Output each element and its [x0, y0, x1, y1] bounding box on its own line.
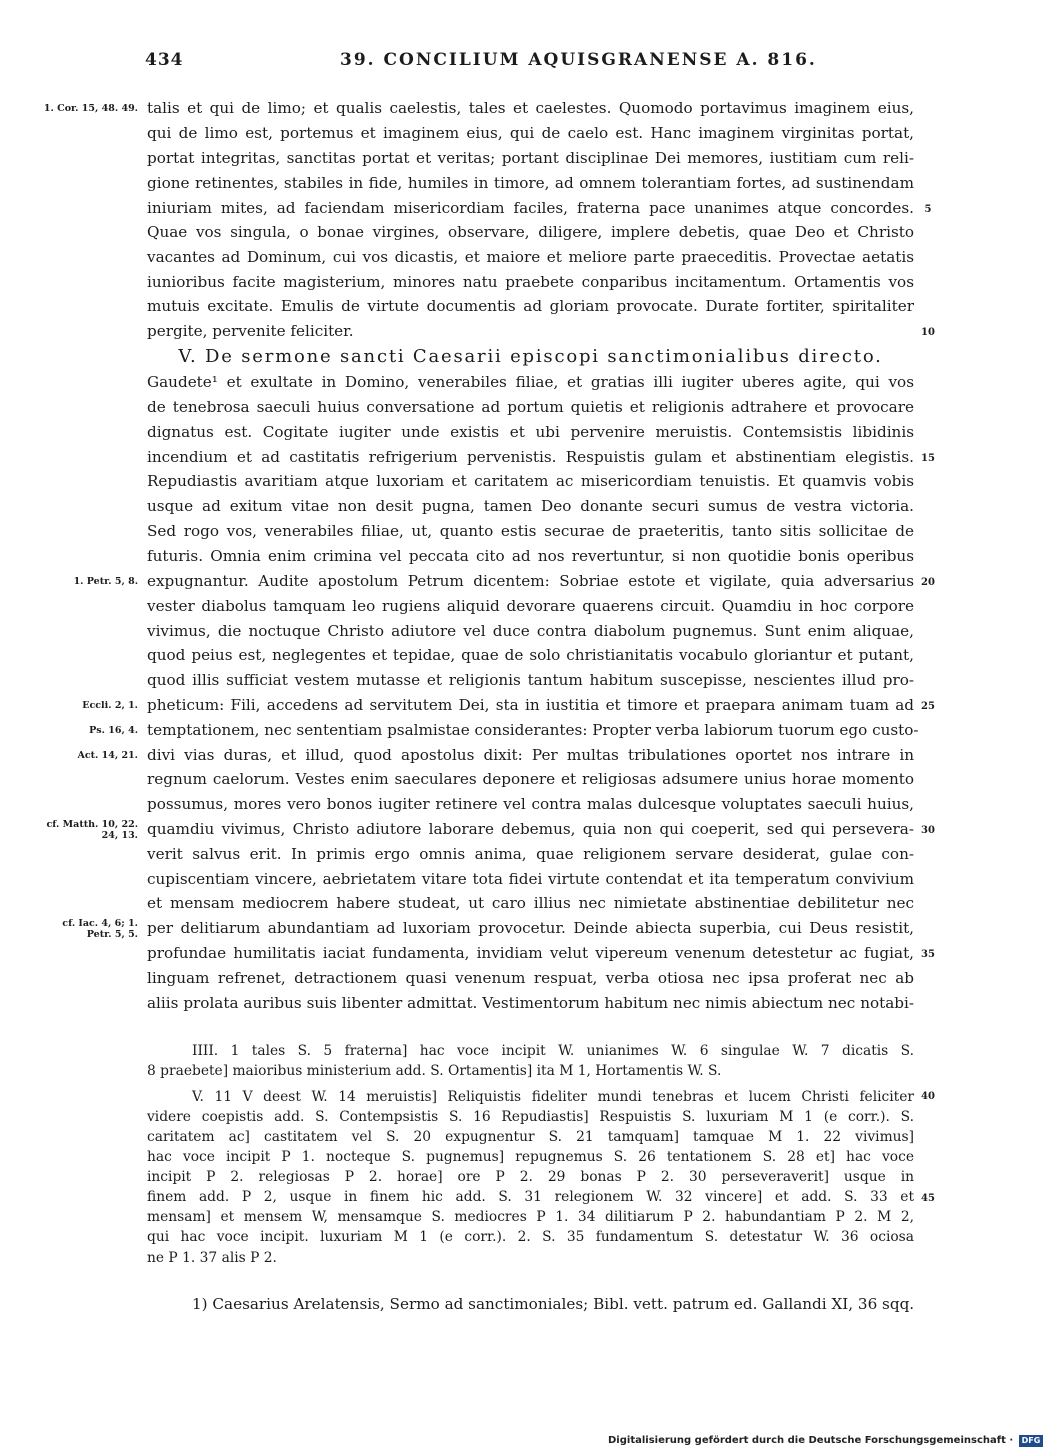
margin-reference: Eccli. 2, 1.: [82, 700, 138, 711]
text-line: verit salvus erit. In primis ergo omnis anima, quae religionem servare desiderat, gulae con-: [147, 845, 914, 863]
text-line: vester diabolus tamquam leo rugiens aliquid devorare quaerens circuit. Quamdiu in hoc corpore: [147, 597, 914, 615]
text-line: vacantes ad Dominum, cui vos dicastis, et maiore et meliore parte praeceditis. Provectae aetatis: [147, 248, 914, 266]
digitization-footer: [608, 1434, 1041, 1448]
text-line: iunioribus facite magisterium, minores natu praebete conparibus incitamentum. Ortamentis vos: [147, 273, 914, 291]
footer-text: Digitalisierung gefördert durch die Deutsche Forschungsgemeinschaft ·: [608, 1435, 1014, 1446]
text-line: possumus, mores vero bonos iugiter retinere vel contra malas dulcesque voluptates saeculi huius,: [147, 795, 914, 813]
apparatus-line: ne P 1. 37 alis P 2.: [147, 1250, 277, 1266]
text-line: regnum caelorum. Vestes enim saeculares deponere et religiosas adsumere unius horae momento: [147, 770, 914, 788]
text-line: Sed rogo vos, venerabiles filiae, ut, quanto estis securae de praeteritis, tanto sitis sollicitae de: [147, 522, 914, 540]
text-line: quamdiu vivimus, Christo adiutore laborare debemus, quia non qui coeperit, sed qui persevera-: [147, 820, 914, 838]
apparatus-line-number: 40: [921, 1091, 935, 1102]
line-number: 30: [921, 825, 935, 836]
apparatus-line: IIII. 1 tales S. 5 fraterna] hac voce incipit W. unianimes W. 6 singulae W. 7 dicatis S.: [192, 1043, 914, 1059]
apparatus-line-number: 45: [921, 1193, 935, 1204]
text-line: vivimus, die noctuque Christo adiutore vel duce contra diabolum pugnemus. Sunt enim aliquae,: [147, 622, 914, 640]
apparatus-line: videre coepistis add. S. Contempsistis S. 16 Repudiastis] Respuistis S. luxuriam M 1 (e corr.). S.: [147, 1109, 914, 1125]
line-number: 10: [921, 327, 935, 338]
text-line: mutuis excitate. Emulis de virtute documentis ad gloriam provocate. Durate fortiter, spiritaliter: [147, 297, 914, 315]
text-line: usque ad exitum vitae non desit pugna, tamen Deo donante securi sumus de vestra victoria.: [147, 497, 914, 515]
margin-reference: cf. Matth. 10, 22. 24, 13.: [46, 819, 138, 841]
line-number: 20: [921, 577, 935, 588]
text-line: profundae humilitatis iaciat fundamenta, invidiam velut vipereum venenum detestetur ac fugiat,: [147, 944, 914, 962]
line-number: 15: [921, 453, 935, 464]
text-line: cupiscentiam vincere, aebrietatem vitare tota fidei virtute contendat et ita temperatum convivium: [147, 870, 914, 888]
text-line: talis et qui de limo; et qualis caelestis, tales et caelestes. Quomodo portavimus imaginem eius,: [147, 99, 914, 117]
margin-reference: 1. Petr. 5, 8.: [73, 576, 138, 587]
apparatus-line: V. 11 V deest W. 14 meruistis] Reliquistis fideliter mundi tenebras et lucem Christi feliciter: [192, 1089, 914, 1105]
apparatus-line: hac voce incipit P 1. nocteque S. pugnemus] repugnemus S. 26 tentationem S. 28 et] hac voce: [147, 1149, 914, 1165]
text-line: gione retinentes, stabiles in fide, humiles in timore, ad omnem tolerantiam fortes, ad sustinendam: [147, 174, 914, 192]
text-line: Gaudete¹ et exultate in Domino, venerabiles filiae, et gratias illi iugiter uberes agite, qui vos: [147, 373, 914, 391]
text-line: pergite, pervenite feliciter.: [147, 322, 354, 340]
text-line: quod illis sufficiat vestem mutasse et religionis tantum habitum suscepisse, nescientes illud pro-: [147, 671, 914, 689]
text-line: aliis prolata auribus suis libenter admittat. Vestimentorum habitum nec nimis abiectum nec notabi-: [147, 994, 914, 1012]
section-heading: V. De sermone sancti Caesarii episcopi sanctimonialibus directo.: [178, 346, 883, 367]
margin-reference: Ps. 16, 4.: [89, 725, 138, 736]
text-line: et mensam mediocrem habere studeat, ut caro illius nec nimietate abstinentiae debilitetur nec: [147, 894, 914, 912]
apparatus-line: incipit P 2. relegiosas P 2. horae] ore P 2. 29 bonas P 2. 30 perseveraverit] usque in: [147, 1169, 914, 1185]
margin-reference: Act. 14, 21.: [77, 750, 138, 761]
text-line: iniuriam mites, ad faciendam misericordiam faciles, fraterna pace unanimes atque concordes.: [147, 199, 914, 217]
running-title: 39. CONCILIUM AQUISGRANENSE A. 816.: [340, 50, 817, 70]
apparatus-line: caritatem ac] castitatem vel S. 20 expugnentur S. 21 tamquam] tamquae M 1. 22 vivimus]: [147, 1129, 914, 1145]
text-line: pheticum: Fili, accedens ad servitutem Dei, sta in iustitia et timore et praepara animam tuam ad: [147, 696, 914, 714]
apparatus-line: 8 praebete] maioribus ministerium add. S. Ortamentis] ita M 1, Hortamentis W. S.: [147, 1063, 722, 1079]
text-line: de tenebrosa saeculi huius conversatione ad portum quietis et religionis adtrahere et provocare: [147, 398, 914, 416]
line-number: 35: [921, 949, 935, 960]
text-line: futuris. Omnia enim crimina vel peccata cito ad nos revertuntur, si non quotidie bonis operibus: [147, 547, 914, 565]
text-line: portat integritas, sanctitas portat et veritas; portant disciplinae Dei memores, iustitiam cum reli-: [147, 149, 914, 167]
text-line: expugnantur. Audite apostolum Petrum dicentem: Sobriae estote et vigilate, quia adversarius: [147, 572, 914, 590]
text-line: linguam refrenet, detractionem quasi venenum respuat, verba otiosa nec ipsa proferat nec ab: [147, 969, 914, 987]
margin-reference: 1. Cor. 15, 48. 49.: [43, 103, 138, 114]
text-line: divi vias duras, et illud, quod apostolus dixit: Per multas tribulationes oportet nos intrare in: [147, 746, 914, 764]
text-line: dignatus est. Cogitate iugiter unde existis et ubi pervenire meruistis. Contemsistis libidinis: [147, 423, 914, 441]
text-line: Repudiastis avaritiam atque luxoriam et caritatem ac misericordiam tenuistis. Et quamvis vobis: [147, 472, 914, 490]
line-number: 25: [921, 701, 935, 712]
text-line: per delitiarum abundantiam ad luxoriam provocetur. Deinde abiecta superbia, cui Deus resistit,: [147, 919, 914, 937]
dfg-logo: DFG: [1019, 1435, 1043, 1447]
text-line: incendium et ad castitatis refrigerium pervenistis. Respuistis gulam et abstinentiam elegistis.: [147, 448, 914, 466]
apparatus-line: qui hac voce incipit. luxuriam M 1 (e corr.). 2. S. 35 fundamentum S. detestatur W. 36 ociosa: [147, 1229, 914, 1245]
margin-reference: cf. Iac. 4, 6; 1. Petr. 5, 5.: [62, 918, 138, 940]
page-number: 434: [145, 50, 184, 70]
apparatus-line: mensam] et mensem W, mensamque S. mediocres P 1. 34 dilitiarum P 2. habundantiam P 2. M 2,: [147, 1209, 914, 1225]
text-line: Quae vos singula, o bonae virgines, observare, diligere, implere debetis, quae Deo et Christo: [147, 223, 914, 241]
apparatus-line: finem add. P 2, usque in finem hic add. S. 31 relegionem W. 32 vincere] et add. S. 33 et: [147, 1189, 914, 1205]
text-line: qui de limo est, portemus et imaginem eius, qui de caelo est. Hanc imaginem virginitas portat,: [147, 124, 914, 142]
footnote: 1) Caesarius Arelatensis, Sermo ad sanctimoniales; Bibl. vett. patrum ed. Gallandi XI, 36 sqq.: [192, 1295, 915, 1313]
text-line: temptationem, nec sententiam psalmistae considerantes: Propter verba labiorum tuorum ego custo-: [147, 721, 919, 739]
line-number: 5: [924, 204, 932, 215]
text-line: quod peius est, neglegentes et tepidae, quae de solo christianitatis vocabulo gloriantur et putant,: [147, 646, 914, 664]
